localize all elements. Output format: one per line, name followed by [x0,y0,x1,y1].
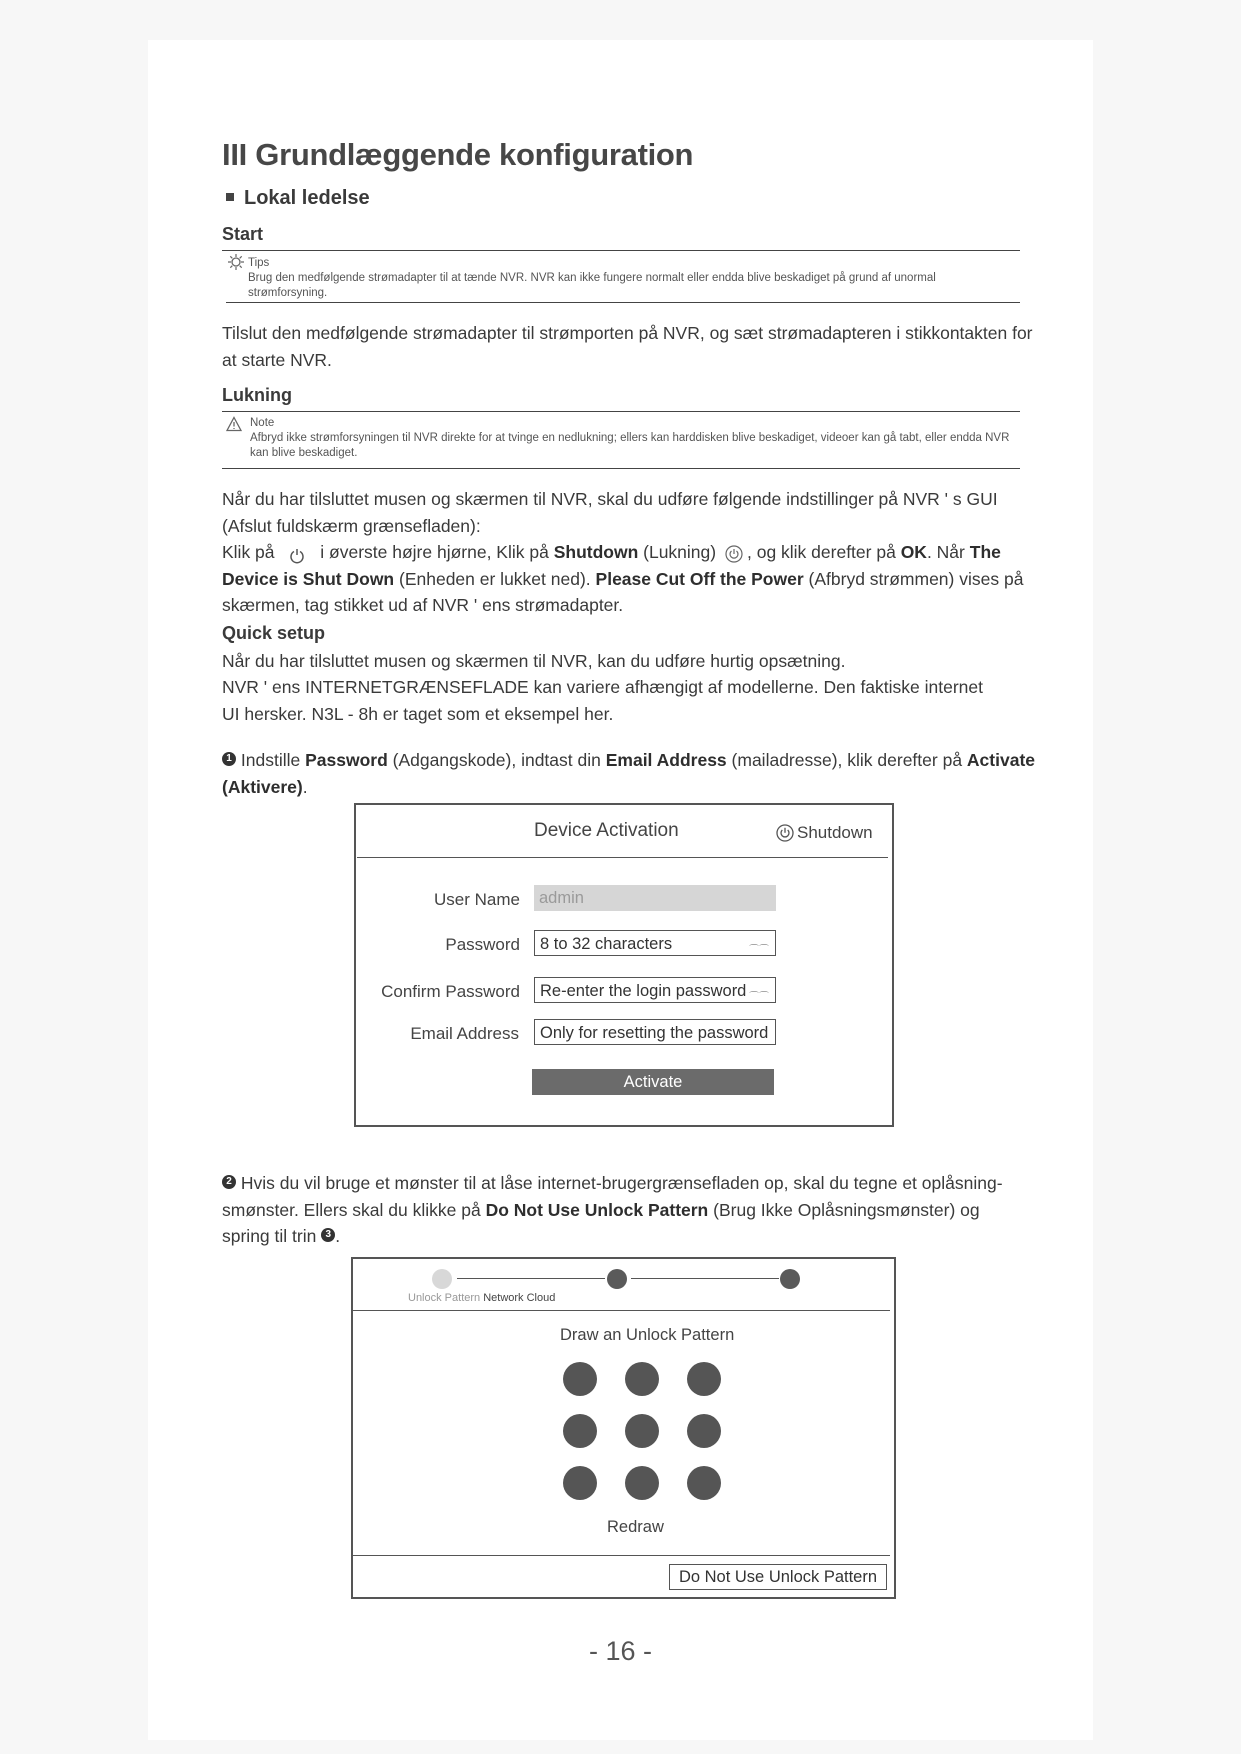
step-number-icon: 1 [222,752,236,766]
quick-setup-paragraph-2: NVR ' ens INTERNETGRÆNSEFLADE kan variere afhængigt af modellerne. Den faktiske internet UI hersker. N3L - 8h er taget som et eksempel her. [222,677,984,724]
step-cloud-icon [780,1269,800,1289]
pattern-dot[interactable] [563,1466,597,1500]
stepper-labels: Unlock Pattern Network Cloud [408,1292,556,1304]
quick-setup-paragraph-1: Når du har tilsluttet musen og skærmen til NVR, kan du udføre hurtig opsætning. [222,651,846,671]
redraw-link[interactable]: Redraw [607,1518,664,1536]
eye-closed-icon[interactable]: ⌒⌒ [749,945,769,956]
pattern-dot[interactable] [687,1414,721,1448]
shutdown-button[interactable] [776,823,873,843]
password-label: Password [445,935,520,954]
confirm-password-label: Confirm Password [381,982,520,1001]
quick-setup-title: Quick setup [222,623,326,643]
tips-text: Brug den medfølgende strømadapter til at tænde NVR. NVR kan ikke fungere normalt eller endda blive beskadiget på grund af unormal strømforsyning. [248,272,936,299]
note-label: Note [250,417,275,429]
username-label: User Name [434,890,520,909]
confirm-password-input[interactable]: Re-enter the login password ⌒⌒ [534,977,776,1003]
page-number: - 16 - [588,1636,653,1666]
pattern-dot[interactable] [625,1362,659,1396]
divider [222,468,1020,469]
step-number-icon: 2 [222,1175,236,1189]
shutdown-title: Lukning [222,385,292,405]
lightbulb-icon [226,252,246,272]
email-label: Email Address [410,1024,519,1043]
bullet-icon [226,193,234,201]
username-input[interactable]: admin [534,885,776,911]
activate-button[interactable]: Activate [532,1069,774,1095]
divider [222,411,1020,412]
shutdown-paragraph-2: Klik på i øverste højre hjørne, Klik på Shutdown (Lukning) , og klik derefter på OK. Når The Device is Shut Down (Enheden er lukket ned). Please Cut Off the Power (Afbryd strømmen) vises på skærmen, tag stikket ud af NVR ' ens strømadapter. [222,542,1024,615]
dialog-divider [353,1555,890,1556]
pattern-dot[interactable] [687,1466,721,1500]
progress-line [631,1278,779,1279]
power-icon [289,545,305,561]
unlock-pattern-dialog [351,1257,896,1599]
dialog-title: Device Activation [534,820,679,841]
progress-line [457,1278,605,1279]
start-title: Start [222,224,264,244]
password-input[interactable]: 8 to 32 characters ⌒⌒ [534,930,776,956]
tips-label: Tips [248,257,270,269]
power-icon [776,824,794,842]
email-input[interactable]: Only for resetting the password [534,1019,776,1045]
dialog-divider [353,1310,890,1311]
pattern-dot[interactable] [687,1362,721,1396]
shutdown-label: Shutdown [797,823,873,842]
note-text: Afbryd ikke strømforsyningen til NVR direkte for at tvinge en nedlukning; ellers kan harddisken blive beskadiget, videoer kan gå tabt, eller endda NVR kan blive beskadiget. [250,432,1010,459]
step-2-text: 2 Hvis du vil bruge et mønster til at låse internet-brugergrænsefladen op, skal du tegne et oplåsning-smønster. Ellers skal du klikke på Do Not Use Unlock Pattern (Brug Ikke Oplåsningsmønster) og spring til trin 3 . [222,1173,1003,1246]
pattern-dot[interactable] [563,1362,597,1396]
dialog-divider [357,857,888,858]
shutdown-paragraph-1: Når du har tilsluttet musen og skærmen til NVR, skal du udføre følgende indstillinger på NVR ' s GUI (Afslut fuldskærm grænsefladen): [222,489,998,536]
step-network-icon [607,1269,627,1289]
eye-closed-icon[interactable]: ⌒⌒ [749,992,769,1003]
pattern-title: Draw an Unlock Pattern [560,1326,735,1344]
section-heading [226,187,370,210]
pattern-dot[interactable] [625,1414,659,1448]
step-number-icon: 3 [321,1228,335,1242]
skip-pattern-button[interactable]: Do Not Use Unlock Pattern [669,1564,887,1590]
pattern-dot[interactable] [563,1414,597,1448]
start-body: Tilslut den medfølgende strømadapter til strømporten på NVR, og sæt strømadapteren i stikkontakten for at starte NVR. [222,323,1033,370]
section-heading-text: Lokal ledelse [244,187,370,209]
shutdown-icon [725,544,743,562]
divider [222,250,1020,251]
step-1-text: 1 Indstille Password (Adgangskode), indtast din Email Address (mailadresse), klik derefter på Activate (Aktivere). [222,750,1036,797]
pattern-dot[interactable] [625,1466,659,1500]
step-unlock-icon [432,1269,452,1289]
divider [226,302,1020,303]
page-title: III Grundlæggende konfiguration [222,137,694,172]
warning-icon [226,416,242,432]
